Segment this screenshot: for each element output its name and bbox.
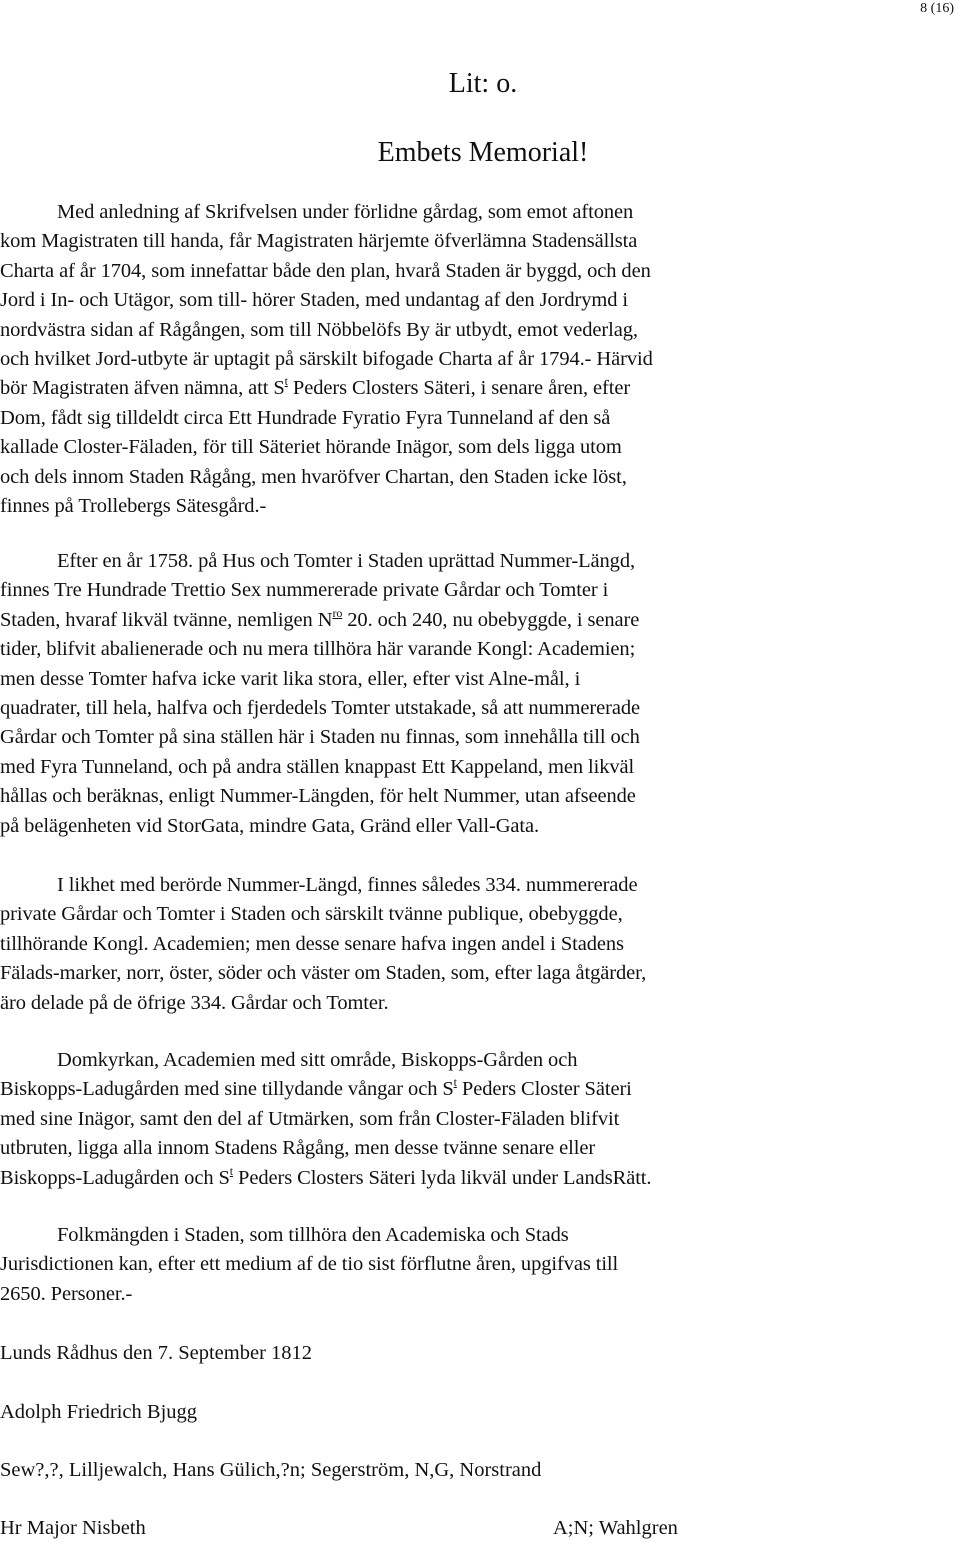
text-line: Biskopps-Ladugården med sine tillydande vångar och $S^t$ Peders Closter Säteri — [0, 1075, 632, 1101]
text-line: 2650. Personer.- — [0, 1282, 133, 1305]
text-line: Med anledning af Skrifvelsen under förlidne gårdag, som emot aftonen — [57, 201, 634, 223]
abbreviation-superscript: t — [284, 374, 288, 389]
page-number: 8 (16) — [920, 1, 954, 16]
text-line: kallade Closter-Fäladen, för till Säteriet hörande Inägor, som dels ligga utom — [0, 436, 622, 459]
text-line: Jord i In- och Utägor, som till- hörer Staden, med undantag af den Jordrymd i — [0, 289, 628, 312]
text-line: hållas och beräknas, enligt Nummer-Längden, för helt Nummer, utan afseende — [0, 785, 636, 808]
addressee: Hr Major Nisbeth — [0, 1517, 146, 1539]
text-line: tider, blifvit abalienerade och nu mera tillhöra här varande Kongl: Academien; — [0, 638, 636, 661]
text-line: och hvilket Jord-utbyte är uptagit på särskilt bifogade Charta af år 1794.- Härvid — [0, 348, 653, 371]
place-date: Lunds Rådhus den 7. September 1812 — [0, 1342, 313, 1364]
text-line: nordvästra sidan af Rågången, som till Nöbbelöfs By är utbydt, emot vederlag, — [0, 318, 638, 341]
last-signer: A;N; Wahlgren — [553, 1517, 678, 1539]
text-line: Gårdar och Tomter på sina ställen här i Staden nu finnas, som innehålla till och — [0, 726, 640, 749]
text-line: bör Magistraten äfven nämna, att $S^t$ Peders Closters Säteri, i senare åren, efter — [0, 374, 631, 400]
text-line: Biskopps-Ladugården och $S^t$ Peders Closters Säteri lyda likväl under LandsRätt. — [0, 1163, 652, 1189]
text-line: private Gårdar och Tomter i Staden och särskilt tvänne publique, obebyggde, — [0, 903, 623, 926]
text-line: på belägenheten vid StorGata, mindre Gata, Gränd eller Vall-Gata. — [0, 814, 540, 837]
page-title: Lit: o. — [448, 68, 518, 99]
text-line: quadrater, till hela, halfva och fjerdedels Tomter utstakade, så att nummererade — [0, 697, 640, 720]
abbreviation-superscript: t — [453, 1075, 457, 1090]
text-line: Domkyrkan, Academien med sitt område, Biskopps-Gården och — [57, 1049, 578, 1071]
text-line: Staden, hvaraf likväl tvänne, nemligen $N^{ro}$ 20. och 240, nu obebyggde, i senare — [0, 605, 640, 631]
text-line: med sine Inägor, samt den del af Utmärken, som från Closter-Fäladen blifvit — [0, 1107, 620, 1130]
text-line: Charta af år 1704, som innefattar både den plan, hvarå Staden är byggd, och den — [0, 259, 651, 282]
text-line: tillhörande Kongl. Academien; men desse senare hafva ingen andel i Stadens — [0, 932, 624, 955]
paragraph-domkyrkan — [0, 1046, 960, 1193]
document-subtitle: Embets Memorial! — [377, 137, 589, 168]
text-line: och dels innom Staden Rågång, men hvaröfver Chartan, den Staden icke löst, — [0, 465, 627, 488]
text-line: Fälads-marker, norr, öster, söder och väster om Staden, som, efter laga åtgärder, — [0, 962, 647, 985]
text-line: med Fyra Tunneland, och på andra ställen knappast Ett Kappeland, men likväl — [0, 755, 635, 778]
paragraph-folkmangden — [0, 1221, 960, 1309]
text-line: Jurisdictionen kan, efter ett medium af de tio sist förflutne åren, upgifvas till — [0, 1253, 619, 1276]
text-line: Dom, fådt sig tilldeldt circa Ett Hundrade Fyratio Fyra Tunneland af den så — [0, 406, 611, 429]
text-line: äro delade på de öfrige 334. Gårdar och Tomter. — [0, 991, 389, 1014]
text-line: Folkmängden i Staden, som tillhöra den Academiska och Stads — [57, 1224, 569, 1246]
abbreviation-superscript: t — [229, 1163, 234, 1178]
text-line: utbruten, ligga alla innom Stadens Rågång, men desse tvänne senare eller — [0, 1137, 596, 1160]
paragraph-charta — [0, 198, 960, 521]
cosigners: Sew?,?, Lilljewalch, Hans Gülich,?n; Segerström, N,G, Norstrand — [0, 1459, 542, 1481]
text-line: Efter en år 1758. på Hus och Tomter i Staden uprättad Nummer-Längd, — [57, 550, 636, 572]
paragraph-likhet — [0, 871, 960, 1018]
abbreviation-superscript: ro — [332, 605, 343, 620]
text-line: finnes på Trollebergs Sätesgård.- — [0, 495, 267, 518]
text-line: finnes Tre Hundrade Trettio Sex nummererade private Gårdar och Tomter i — [0, 579, 609, 602]
signer-name: Adolph Friedrich Bjugg — [0, 1401, 198, 1423]
text-line: I likhet med berörde Nummer-Längd, finnes således 334. nummererade — [57, 874, 638, 896]
paragraph-nummer-langd — [0, 547, 960, 841]
text-line: kom Magistraten till handa, får Magistraten härjemte öfverlämna Stadensällsta — [0, 230, 638, 253]
text-line: men desse Tomter hafva icke varit lika stora, eller, efter vist Alne-mål, i — [0, 667, 581, 690]
